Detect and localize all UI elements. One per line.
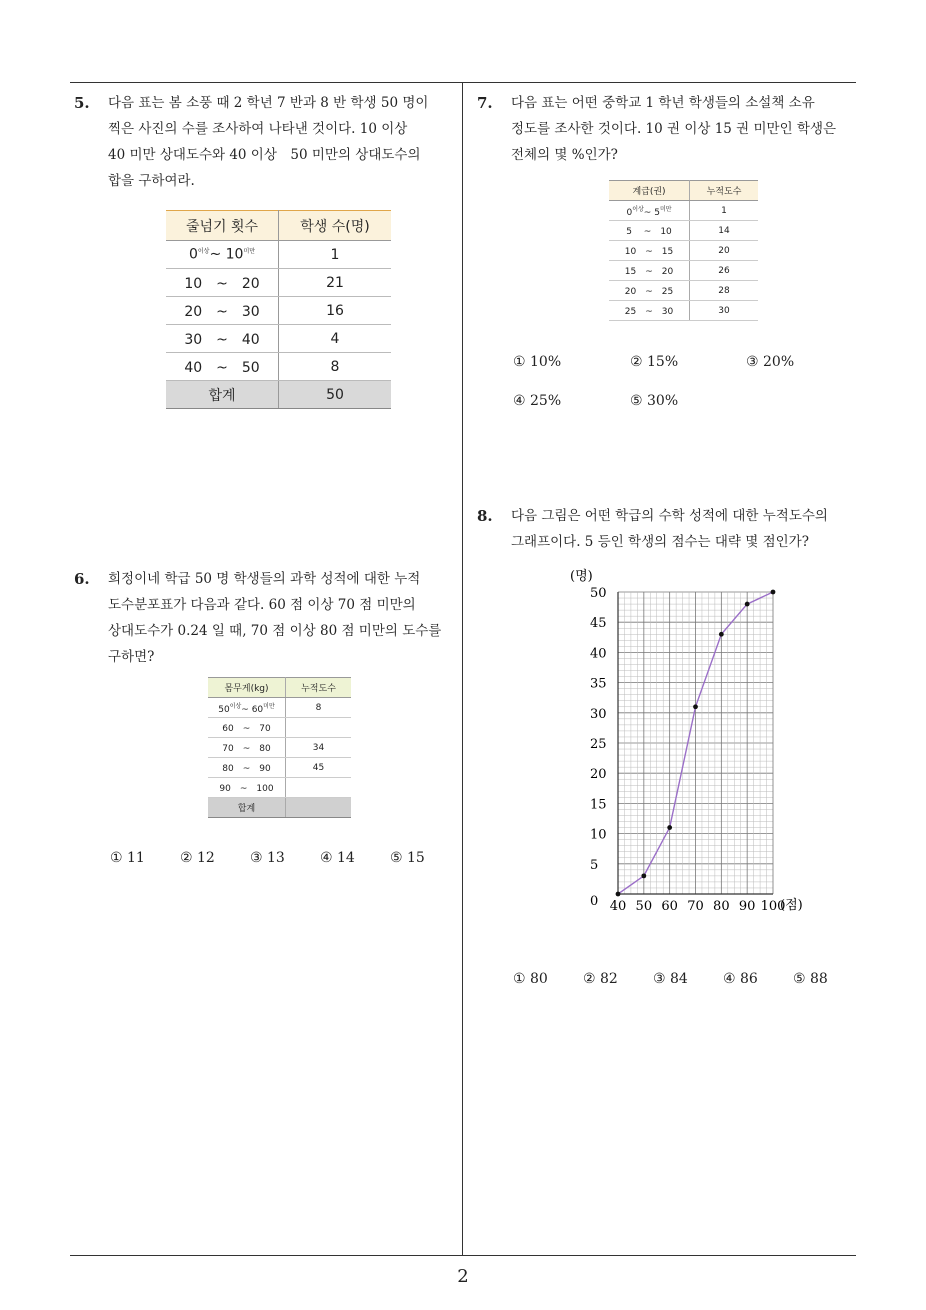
cumulative-frequency: [286, 778, 352, 798]
sum-row: [208, 798, 351, 818]
bottom-rule: [70, 1255, 856, 1256]
x-tick-label: 90: [738, 899, 756, 914]
choice-2[interactable]: ② 82: [583, 971, 618, 987]
class-range: 15 ~ 20: [609, 261, 690, 281]
text-line: 다음 그림은 어떤 학급의 수학 성적에 대한 누적도수의: [511, 508, 828, 524]
table-row: [166, 325, 391, 353]
class-range: 70 ~ 80: [208, 738, 286, 758]
text-line: 그래프이다. 5 등인 학생의 점수는 대략 몇 점인가?: [511, 534, 809, 550]
sum-value: [286, 798, 352, 818]
table-row: [609, 281, 758, 301]
choice-5[interactable]: ⑤ 88: [793, 971, 828, 987]
class-range: 20 ~ 25: [609, 281, 690, 301]
data-point: [616, 892, 621, 897]
table-row: [609, 301, 758, 321]
question-number: 5.: [74, 94, 90, 112]
column-divider: [462, 82, 463, 1256]
page-number: 2: [457, 1266, 469, 1287]
class-range: $0^{이상}\sim$ $5^{미만}$: [609, 201, 690, 221]
data-point: [667, 825, 672, 830]
table-row: [208, 738, 351, 758]
table-row: [166, 353, 391, 381]
choice-4[interactable]: ④ 25%: [513, 393, 562, 409]
class-range: 5 ~ 10: [609, 221, 690, 241]
y-tick-label: 45: [590, 616, 607, 632]
frequency: 4: [279, 325, 392, 353]
data-point: [719, 632, 724, 637]
table-row: [208, 778, 351, 798]
choice-4[interactable]: ④ 14: [320, 850, 355, 866]
class-range: 10 ~ 20: [166, 269, 279, 297]
table-row: [208, 758, 351, 778]
class-range: 80 ~ 90: [208, 758, 286, 778]
question-number: 6.: [74, 570, 90, 588]
q5-frequency-table: [166, 210, 391, 409]
text-line: 다음 표는 봄 소풍 때 2 학년 7 반과 8 반 학생 50 명이: [108, 95, 429, 111]
cumulative-frequency: 28: [690, 281, 759, 301]
frequency: 8: [279, 353, 392, 381]
data-point: [641, 873, 646, 878]
cumulative-frequency-chart: [560, 562, 820, 922]
table-row: [609, 201, 758, 221]
choice-3[interactable]: ③ 84: [653, 971, 688, 987]
choice-3[interactable]: ③ 20%: [746, 354, 795, 370]
class-range: 25 ~ 30: [609, 301, 690, 321]
class-range: 10 ~ 15: [609, 241, 690, 261]
x-tick-label: 60: [661, 899, 678, 914]
table-row: [208, 718, 351, 738]
cumulative-frequency: 34: [286, 738, 352, 758]
question-number: 7.: [477, 94, 493, 112]
q6-cumulative-table: [208, 677, 351, 818]
choice-3[interactable]: ③ 13: [250, 850, 285, 866]
question-number: 8.: [477, 507, 493, 525]
text-line: 다음 표는 어떤 중학교 1 학년 학생들의 소설책 소유: [511, 95, 815, 111]
table-row: [166, 241, 391, 269]
cumulative-frequency: 26: [690, 261, 759, 281]
class-range: 40 ~ 50: [166, 353, 279, 381]
text-line: 희정이네 학급 50 명 학생들의 과학 성적에 대한 누적: [108, 571, 421, 587]
table-header: 계급(권): [609, 181, 690, 201]
question-text: [108, 566, 441, 670]
text-line: 구하면?: [108, 649, 155, 665]
class-range: $50^{이상}\sim$ $60^{미만}$: [208, 698, 286, 718]
text-line: 도수분포표가 다음과 같다. 60 점 이상 70 점 미만의: [108, 597, 416, 613]
table-header: 누적도수: [690, 181, 759, 201]
y-axis-ticks: [590, 586, 607, 909]
data-point: [771, 590, 776, 595]
x-tick-label: 50: [635, 899, 653, 914]
question-text: [511, 503, 828, 555]
x-tick-label: 80: [713, 899, 730, 914]
choice-1[interactable]: ① 80: [513, 971, 548, 987]
class-range: 60 ~ 70: [208, 718, 286, 738]
text-line: 찍은 사진의 수를 조사하여 나타낸 것이다. 10 이상: [108, 121, 408, 137]
chart-grid: [618, 592, 773, 894]
cumulative-frequency: 30: [690, 301, 759, 321]
sum-value: 50: [279, 381, 392, 409]
y-tick-label: 15: [590, 797, 607, 813]
table-row: [609, 241, 758, 261]
data-point: [693, 704, 698, 709]
table-header: 몸무게(kg): [208, 678, 286, 698]
class-range: 30 ~ 40: [166, 325, 279, 353]
choice-5[interactable]: ⑤ 30%: [630, 393, 679, 409]
frequency: 21: [279, 269, 392, 297]
cumulative-frequency: 20: [690, 241, 759, 261]
table-row: [609, 221, 758, 241]
cumulative-frequency: 45: [286, 758, 352, 778]
y-tick-label: 20: [590, 767, 607, 783]
table-header: 줄넘기 횟수: [166, 211, 279, 241]
table-header: 누적도수: [286, 678, 352, 698]
question-text: [108, 90, 428, 194]
sum-label: 합계: [208, 798, 286, 818]
text-line: 정도를 조사한 것이다. 10 권 이상 15 권 미만인 학생은: [511, 121, 837, 137]
choice-1[interactable]: ① 11: [110, 850, 145, 866]
table-row: [166, 297, 391, 325]
choice-4[interactable]: ④ 86: [723, 971, 758, 987]
data-point: [745, 602, 750, 607]
table-header: 학생 수(명): [279, 211, 392, 241]
y-axis-label: (명): [570, 569, 593, 584]
x-axis-ticks: [610, 899, 786, 914]
class-range: $0^{이상}\sim$ $10^{미만}$: [166, 241, 279, 269]
choice-5[interactable]: ⑤ 15: [390, 850, 425, 866]
frequency: 16: [279, 297, 392, 325]
cumulative-frequency: 14: [690, 221, 759, 241]
text-line: 40 미만 상대도수와 40 이상 50 미만의 상대도수의: [108, 147, 421, 163]
top-rule: [70, 82, 856, 83]
x-tick-label: 40: [609, 899, 627, 914]
x-tick-label: 70: [687, 899, 704, 914]
sum-label: 합계: [166, 381, 279, 409]
y-tick-label: 35: [590, 676, 607, 692]
y-tick-label: 10: [590, 827, 607, 843]
table-row: [609, 261, 758, 281]
choice-2[interactable]: ② 15%: [630, 354, 679, 370]
y-tick-label: 0: [590, 894, 599, 909]
cumulative-frequency: 1: [690, 201, 759, 221]
class-range: 20 ~ 30: [166, 297, 279, 325]
frequency: 1: [279, 241, 392, 269]
sum-row: [166, 381, 391, 409]
q7-cumulative-table: [609, 180, 758, 321]
y-tick-label: 40: [590, 646, 607, 662]
x-tick-label: 100: [760, 899, 786, 914]
choice-1[interactable]: ① 10%: [513, 354, 562, 370]
class-range: 90 ~ 100: [208, 778, 286, 798]
question-text: [511, 90, 836, 168]
cumulative-frequency: [286, 718, 352, 738]
table-row: [208, 698, 351, 718]
y-tick-label: 30: [590, 706, 607, 722]
y-tick-label: 5: [590, 857, 599, 873]
text-line: 합을 구하여라.: [108, 173, 195, 189]
cumulative-frequency: 8: [286, 698, 352, 718]
text-line: 전체의 몇 %인가?: [511, 147, 618, 163]
text-line: 상대도수가 0.24 일 때, 70 점 이상 80 점 미만의 도수를: [108, 623, 442, 639]
y-tick-label: 25: [590, 737, 607, 752]
y-tick-label: 50: [590, 586, 607, 601]
choice-2[interactable]: ② 12: [180, 850, 215, 866]
table-row: [166, 269, 391, 297]
x-axis-label: (점): [780, 898, 803, 913]
